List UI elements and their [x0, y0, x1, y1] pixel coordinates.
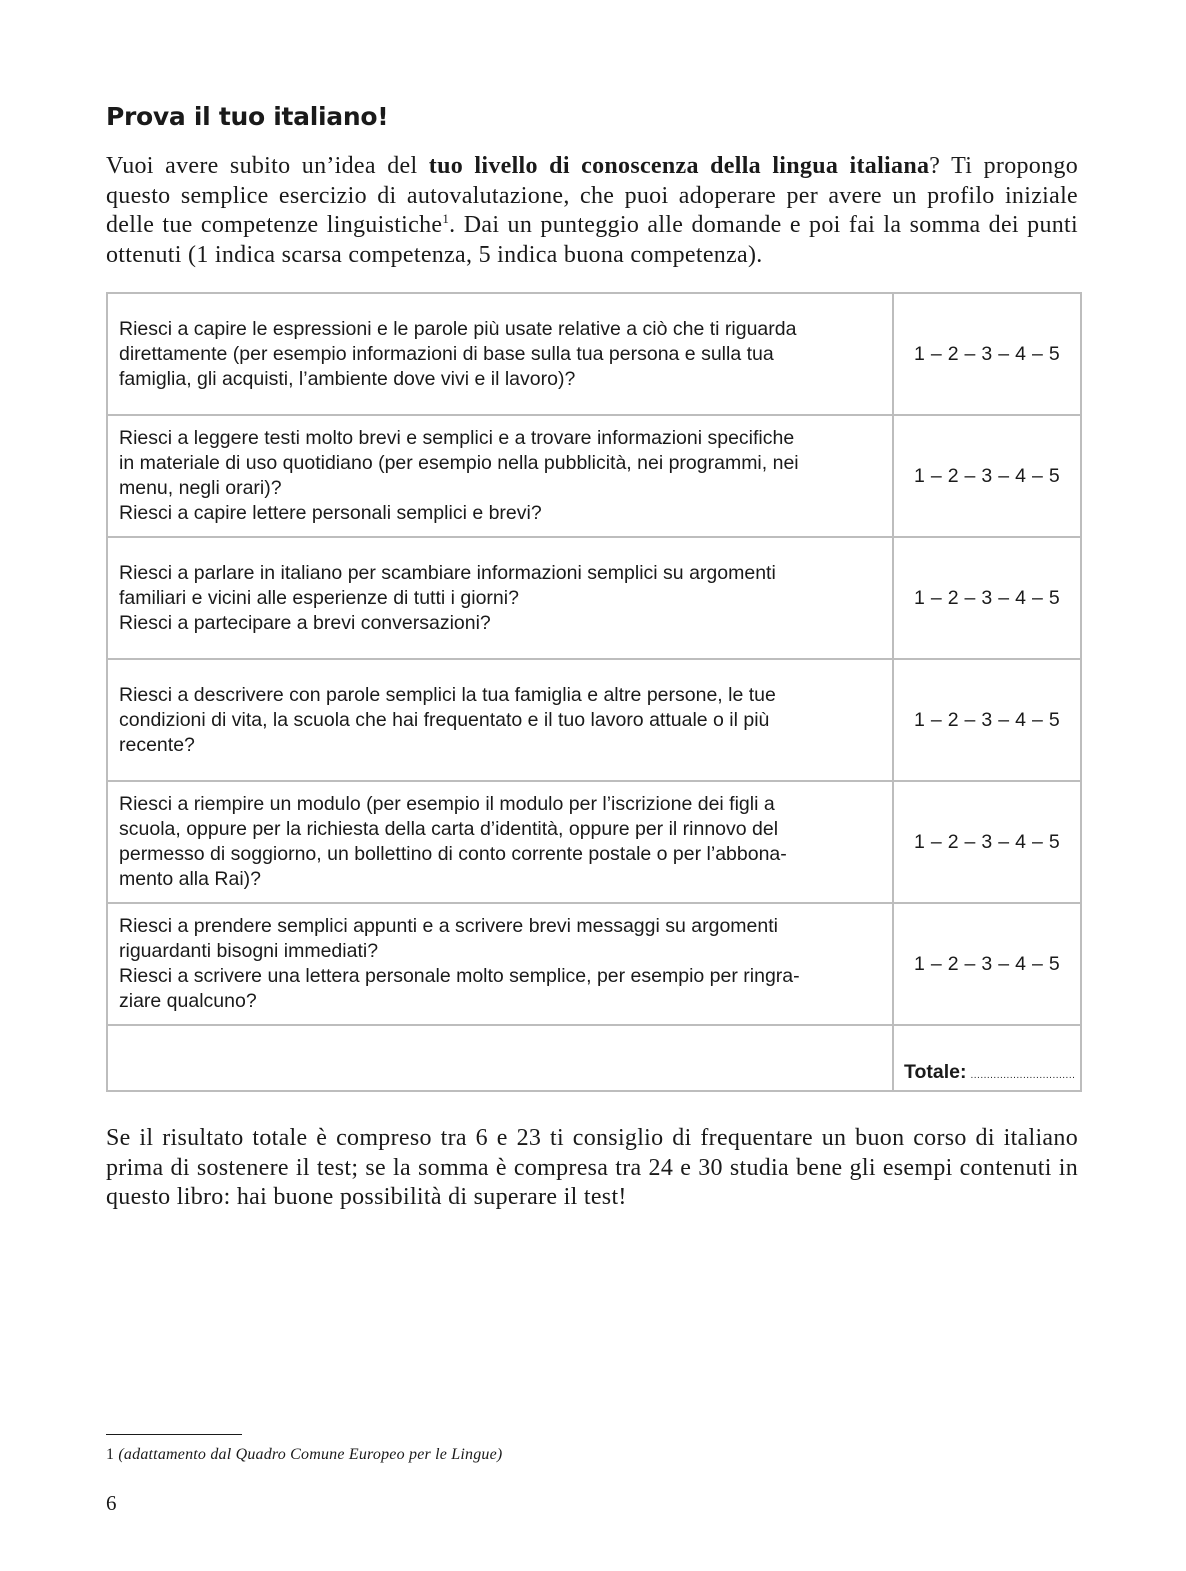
result-paragraph: Se il risultato totale è compreso tra 6 e 23 ti consiglio di frequentare un buon corso di italiano prima di sostenere il test; se la somma è compresa tra 24 e 30 studia bene gli esempi contenuti in questo libro: hai buone possibilità di superare il test!: [106, 1125, 1078, 1210]
question-row: [107, 415, 1081, 537]
question-cell: [107, 537, 893, 659]
question-text-line: Riesci a scrivere una lettera personale molto semplice, per esempio per ringra-: [119, 965, 800, 987]
question-row: [107, 293, 1081, 415]
question-text-line: scuola, oppure per la richiesta della carta d’identità, oppure per il rinnovo del: [119, 818, 779, 840]
intro-bold-phrase: tuo livello di conoscenza della lingua italiana: [428, 153, 930, 179]
question-text-line: condizioni di vita, la scuola che hai frequentato e il tuo lavoro attuale o il più: [119, 708, 770, 731]
page-number: 6: [106, 1491, 117, 1515]
question-text-line: Riesci a descrivere con parole semplici la tua famiglia e altre persone, le tue: [119, 683, 776, 706]
rating-scale[interactable]: 1 – 2 – 3 – 4 – 5: [893, 781, 1081, 903]
question-text-line: familiari e vicini alle esperienze di tutti i giorni?: [119, 586, 519, 609]
rating-scale[interactable]: 1 – 2 – 3 – 4 – 5: [893, 537, 1081, 659]
rating-scale[interactable]: 1 – 2 – 3 – 4 – 5: [893, 293, 1081, 415]
question-text-line: Riesci a prendere semplici appunti e a scrivere brevi messaggi su argomenti: [119, 915, 778, 937]
question-text-line: recente?: [119, 733, 195, 756]
question-text-line: direttamente (per esempio informazioni di base sulla tua persona e sulla tua: [119, 342, 774, 365]
question-text-line: famiglia, gli acquisti, l’ambiente dove vivi e il lavoro)?: [119, 367, 576, 390]
question-text-line: Riesci a parlare in italiano per scambiare informazioni semplici su argomenti: [119, 561, 776, 584]
question-text-line: Riesci a leggere testi molto brevi e semplici e a trovare informazioni specifiche: [119, 427, 795, 449]
intro-text-start: Vuoi avere subito un’idea del: [106, 153, 429, 179]
question-cell: [107, 293, 893, 415]
question-text-line: Riesci a capire le espressioni e le parole più usate relative a ciò che ti riguarda: [119, 317, 797, 340]
question-text-line: Riesci a partecipare a brevi conversazioni?: [119, 611, 491, 634]
page-title: Prova il tuo italiano!: [106, 102, 389, 131]
self-assessment-table: [106, 292, 1082, 1092]
question-text-line: in materiale di uso quotidiano (per esempio nella pubblicità, nei programmi, nei: [119, 452, 799, 474]
rating-scale[interactable]: 1 – 2 – 3 – 4 – 5: [893, 659, 1081, 781]
question-row: [107, 781, 1081, 903]
footnote-text: (adattamento dal Quadro Comune Europeo per le Lingue): [118, 1446, 503, 1463]
footnote-number: 1: [106, 1446, 115, 1463]
question-cell: [107, 903, 893, 1025]
total-dotted-line: ................................: [970, 1070, 1076, 1081]
question-text-line: ziare qualcuno?: [119, 990, 257, 1012]
question-text-line: mento alla Rai)?: [119, 868, 261, 890]
footnote-rule: [106, 1434, 242, 1435]
question-text-line: menu, negli orari)?: [119, 477, 282, 499]
total-label: Totale:: [904, 1061, 967, 1083]
footnote: [106, 1445, 502, 1465]
rating-scale[interactable]: 1 – 2 – 3 – 4 – 5: [893, 415, 1081, 537]
question-text-line: Riesci a riempire un modulo (per esempio il modulo per l’iscrizione dei figli a: [119, 793, 775, 815]
question-row: [107, 537, 1081, 659]
question-row: [107, 659, 1081, 781]
question-text-line: riguardanti bisogni immediati?: [119, 940, 379, 962]
intro-paragraph: [106, 152, 1078, 270]
question-cell: [107, 781, 893, 903]
total-empty-cell: [107, 1025, 893, 1091]
footnote-reference: 1: [442, 211, 450, 226]
question-cell: [107, 415, 893, 537]
intro-text-end: . Dai un punteggio alle domande e poi fai la somma dei punti ottenuti (1 indica scarsa competenza, 5 indica buona competenza).: [106, 212, 1078, 268]
intro-text-middle: ? Ti propongo questo semplice esercizio di autovalutazione, che puoi adoperare per avere un profilo iniziale delle tue competenze linguistiche: [106, 153, 1078, 238]
total-row: [107, 1025, 1081, 1091]
question-row: [107, 903, 1081, 1025]
rating-scale[interactable]: 1 – 2 – 3 – 4 – 5: [893, 903, 1081, 1025]
question-text-line: permesso di soggiorno, un bollettino di conto corrente postale o per l’abbona-: [119, 843, 787, 865]
question-rows: [107, 293, 1081, 1025]
question-cell: [107, 659, 893, 781]
total-cell[interactable]: [893, 1025, 1081, 1091]
question-text-line: Riesci a capire lettere personali semplici e brevi?: [119, 502, 542, 524]
